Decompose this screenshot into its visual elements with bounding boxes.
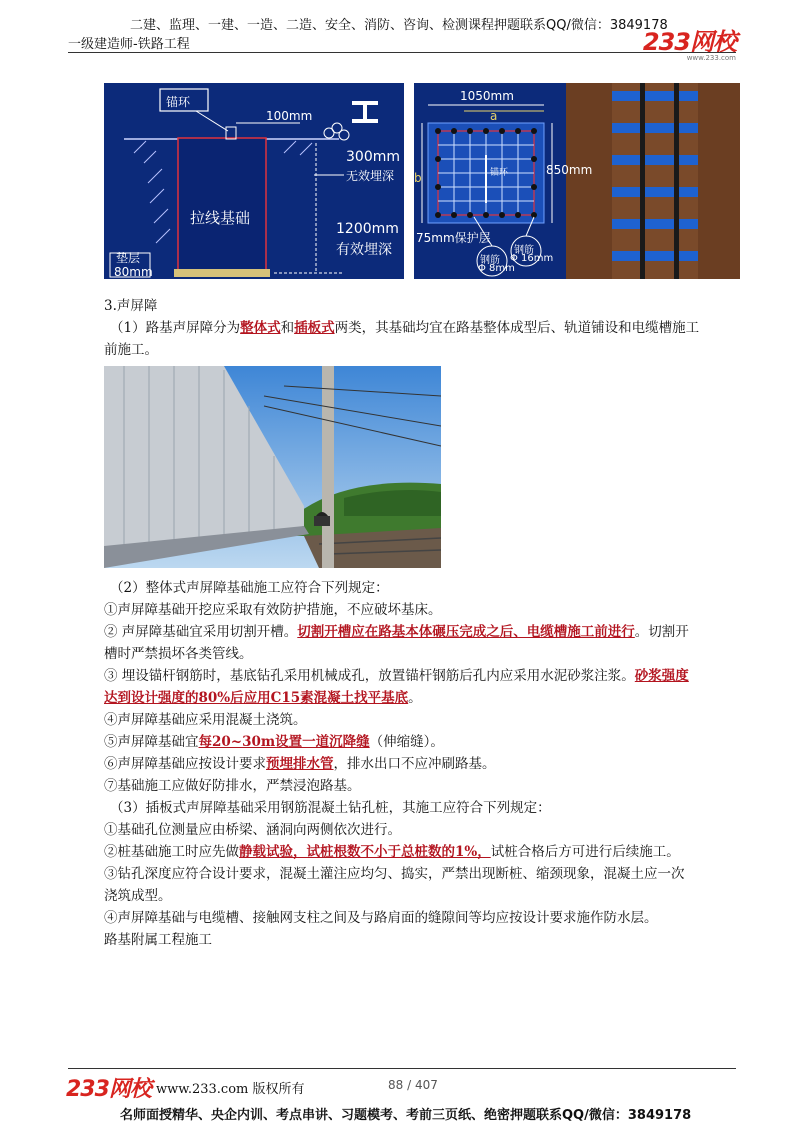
paragraph-3-heading: （3）插板式声屏障基础采用钢筋混凝土钻孔桩，其施工应符合下列规定： (110, 800, 551, 816)
next-section-title: 路基附属工程施工 (104, 932, 212, 948)
label-pad-thickness: 80mm (114, 265, 153, 279)
rebar-diagram-svg (414, 83, 740, 279)
page-number: 88 / 407 (388, 1078, 438, 1092)
pile-rule-3: ③钻孔深度应符合设计要求，混凝土灌注应均匀、捣实，严禁出现断桩、缩颈现象，混凝土应一次 (104, 866, 685, 882)
pile-rule-1: ①基础孔位测量应由桥梁、涵洞向两侧依次进行。 (104, 822, 401, 838)
label-850mm: 850mm (546, 163, 593, 177)
footer-divider (68, 1068, 736, 1069)
footer-copyright: www.233.com 版权所有 (156, 1082, 305, 1097)
figure-row (104, 83, 740, 279)
paragraph-1: （1）路基声屏障分为整体式和插板式两类，其基础均宜在路基整体成型后、轨道铺设和电缆槽施工 (110, 320, 700, 336)
label-foundation: 拉线基础 (190, 209, 251, 227)
rule-3: ③ 埋设锚杆钢筋时，基底钻孔采用机械成孔，放置锚杆钢筋后孔内应采用水泥砂浆注浆。砂浆强度 (104, 668, 689, 684)
rule-6: ⑥声屏障基础应按设计要求预埋排水管，排水出口不应冲刷路基。 (104, 756, 496, 772)
header-contact-line: 二建、监理、一建、一造、二造、安全、消防、咨询、检测课程押题联系QQ/微信：3849178 (130, 18, 668, 33)
label-rebar-8-dia: Φ 8mm (478, 263, 515, 274)
rule-3-cont: 达到设计强度的80%后应用C15素混凝土找平基底。 (104, 690, 422, 706)
label-100mm: 100mm (266, 109, 313, 123)
paragraph-2-heading: （2）整体式声屏障基础施工应符合下列规定： (110, 580, 389, 596)
rule-2: ② 声屏障基础宜采用切割开槽。切割开槽应在路基本体碾压完成之后、电缆槽施工前进行。切割开 (104, 624, 689, 640)
sound-barrier-photo (104, 366, 441, 568)
label-rebar-8: 钢筋 (480, 255, 500, 266)
section-heading: 3.声屏障 (104, 298, 158, 314)
label-a: a (490, 109, 498, 123)
header-subtitle: 一级建造师-铁路工程 (68, 37, 190, 52)
rule-7: ⑦基础施工应做好防排水，严禁浸泡路基。 (104, 778, 361, 794)
rebar-diagram (414, 83, 740, 279)
label-300mm: 300mm (346, 149, 400, 165)
paragraph-1-cont: 前施工。 (104, 342, 158, 358)
label-rebar-16: 钢筋 (514, 245, 534, 256)
label-rebar-16-dia: Φ 16mm (510, 253, 554, 264)
label-1050mm: 1050mm (460, 89, 514, 103)
label-cover: 75mm保护层 (416, 231, 491, 245)
header-divider (68, 52, 736, 53)
label-b: b (414, 171, 422, 185)
rule-5: ⑤声屏障基础宜每20~30m设置一道沉降缝（伸缩缝）。 (104, 734, 444, 750)
footer-contact-line: 名师面授精华、央企内训、考点串讲、习题模考、考前三页纸、绝密押题联系QQ/微信：3849178 (120, 1108, 692, 1123)
label-anchor-ring: 锚环 (166, 95, 191, 109)
label-pad: 垫层 (116, 251, 141, 265)
sound-barrier-photo-svg (104, 366, 441, 568)
footer-logo: 233网校 (66, 1077, 151, 1102)
label-1200mm: 1200mm (336, 221, 399, 237)
rule-1: ①声屏障基础开挖应采取有效防护措施，不应破坏基床。 (104, 602, 442, 618)
label-effective-depth: 有效埋深 (336, 242, 392, 258)
header-logo: 233网校 www.233.com (642, 28, 736, 62)
pile-rule-3-cont: 浇筑成型。 (104, 888, 172, 904)
pile-rule-2: ②桩基础施工时应先做静载试验，试桩根数不小于总桩数的1%，试桩合格后方可进行后续施工。 (104, 844, 680, 860)
foundation-diagram (104, 83, 404, 279)
label-ineffective-depth: 无效埋深 (346, 169, 395, 183)
pile-rule-4: ④声屏障基础与电缆槽、接触网支柱之间及与路肩面的缝隙间等均应按设计要求施作防水层。 (104, 910, 658, 926)
rule-2-cont: 槽时严禁损坏各类管线。 (104, 646, 253, 662)
label-inner-anchor: 锚环 (490, 168, 509, 178)
rule-4: ④声屏障基础应采用混凝土浇筑。 (104, 712, 307, 728)
